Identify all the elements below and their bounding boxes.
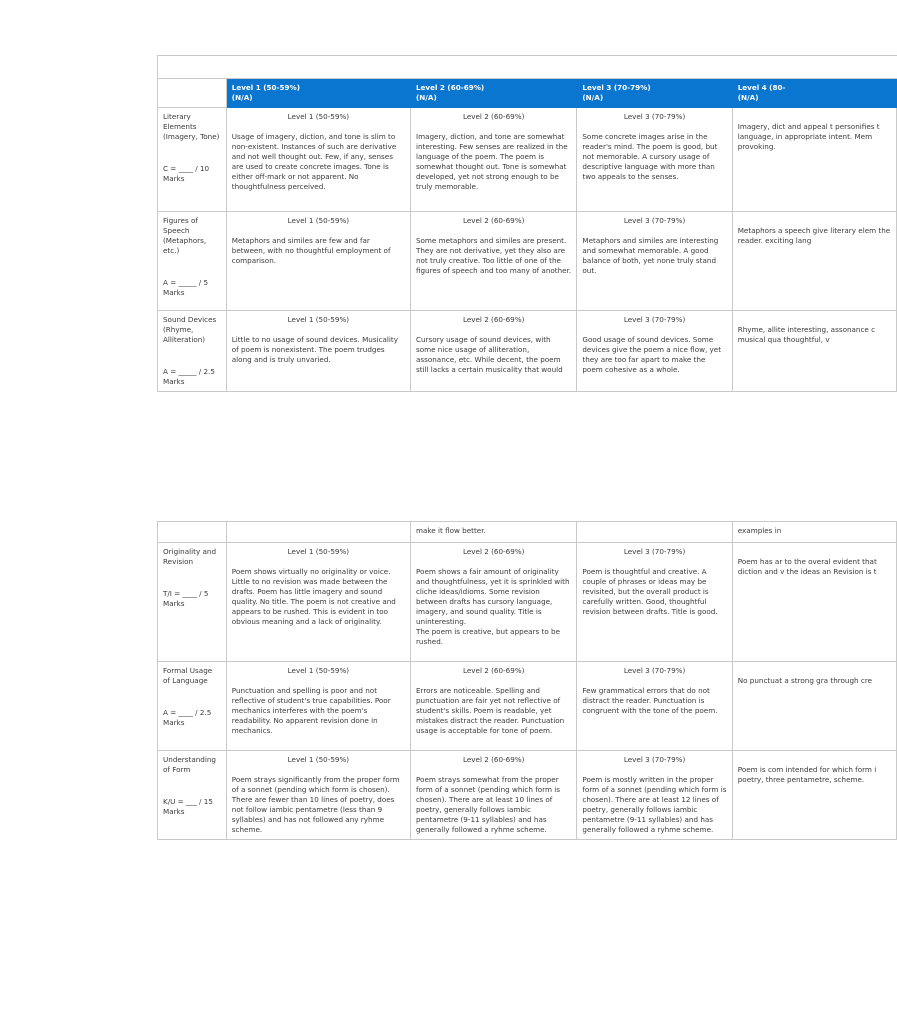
criterion-name: Formal Usage of Language (163, 666, 213, 685)
level-label: Level 1 (50-59%) (287, 666, 350, 675)
level-description: Few grammatical errors that do not distract the reader. Punctuation is congruent with the tone of the poem. (582, 686, 718, 715)
level-label: Level 2 (60-69%) (462, 112, 525, 121)
level-description: Poem strays somewhat from the proper form of a sonnet (pending which form is chosen). There are at least 10 lines of poetry, generally follows iambic pentametre (9-11 syllables) and has generally followed a ryhme scheme. (415, 775, 561, 834)
level-description: Poem is mostly written in the proper form of a sonnet (pending which form is chosen). There are at least 12 lines of poetry, generally follows iambic pentametre (9-11 syllables) and has generally followed a ryhme scheme. (582, 775, 727, 834)
continuation-cell (577, 522, 732, 543)
level-description: No punctuat a strong gra through cre (737, 676, 873, 685)
rubric-cell (732, 311, 896, 392)
criterion-cell (158, 311, 227, 392)
criterion-row-formal-language (158, 662, 897, 751)
continuation-cell: examples in (732, 522, 896, 543)
level-description: Poem is com intended for which form i poetry, three pentametre, scheme. (737, 765, 877, 784)
level-label: Level 2 (60-69%) (462, 666, 525, 675)
header-level-2: Level 2 (60-69%) (N/A) (410, 79, 576, 108)
level-description: Imagery, diction, and tone are somewhat interesting. Few senses are realized in the language of the poem. The poem is somewhat thought out. Tone is somewhat developed, yet not strong enough to be truly memorable. (415, 132, 568, 191)
rubric-cell (732, 108, 896, 212)
rubric-cell (577, 212, 732, 311)
level-label: Level 3 (70-79%) (623, 755, 686, 764)
rubric-cell (410, 662, 576, 751)
level-description: Rhyme, allite interesting, assonance c musical qua thoughtful, v (737, 325, 876, 344)
rubric-cell (226, 311, 410, 392)
level-label: Level 3 (70-79%) (623, 216, 686, 225)
criterion-name: Sound Devices (Rhyme, Alliteration) (163, 315, 217, 344)
header-row (158, 79, 897, 108)
rubric-page-2 (157, 521, 877, 840)
criterion-marks: A = _____ / 5 Marks (163, 278, 209, 297)
rubric-page-1 (157, 55, 891, 392)
level-description: Imagery, dict and appeal t personifies t language, in appropriate intent. Mem provoking. (737, 122, 880, 151)
rubric-cell (410, 543, 576, 662)
header-blank-cell (158, 79, 227, 108)
criterion-row-sound-devices (158, 311, 897, 392)
continuation-cell: make it flow better. (410, 522, 576, 543)
rubric-cell (577, 108, 732, 212)
level-description: Metaphors a speech give literary elem the reader. exciting lang (737, 226, 891, 245)
level-label: Level 2 (60-69%) (462, 216, 525, 225)
level-label: Level 2 (60-69%) (462, 755, 525, 764)
level-description: Poem has ar to the overal evident that diction and v the ideas an Revision is t (737, 557, 877, 576)
level-description: Poem is thoughtful and creative. A couple of phrases or ideas may be revisited, but the overall product is carefully written. Good, thoughtful revision between drafts. Title is good. (582, 567, 718, 616)
rubric-cell (577, 543, 732, 662)
criterion-row-originality (158, 543, 897, 662)
level-description: Some metaphors and similes are present. They are not derivative, yet they also are not truly creative. Too little of one of the figures of speech and too many of another. (415, 236, 572, 275)
level-description: Usage of imagery, diction, and tone is slim to non-existent. Instances of such are derivative and not well thought out. Few, if any, senses are used to create concrete images. Tone is either off-mark or not apparent. No thoughtfulness perceived. (231, 132, 397, 191)
criterion-name: Originality and Revision (163, 547, 217, 566)
level-label: Level 3 (70-79%) (623, 315, 686, 324)
level-description: Poem shows virtually no originality or voice. Little to no revision was made between the drafts. Poem has little imagery and sound quality. No title. The poem is not creative and appears to be rushed. This is evident in too obvious meaning and a lack of originality. (231, 567, 396, 626)
header-level-4: Level 4 (80- (N/A) (732, 79, 896, 108)
rubric-cell (410, 108, 576, 212)
rubric-cell (226, 662, 410, 751)
criterion-marks: C = ____ / 10 Marks (163, 164, 210, 183)
level-label: Level 1 (50-59%) (287, 112, 350, 121)
criterion-name: Figures of Speech (Metaphors, etc.) (163, 216, 207, 255)
level-description: Punctuation and spelling is poor and not reflective of student's true capabilities. Poor mechanics interferes with the poem's readability. No apparent revision done in mechanics. (231, 686, 391, 735)
level-label: Level 2 (60-69%) (462, 315, 525, 324)
rubric-cell (226, 212, 410, 311)
criterion-row-understanding-form (158, 751, 897, 840)
rubric-cell (732, 751, 896, 840)
level-description: Poem strays significantly from the proper form of a sonnet (pending which form is chosen). There are fewer than 10 lines of poetry, does not follow iambic pentametre (less than 9 syllables) and has not followed any ryhme scheme. (231, 775, 400, 834)
rubric-table-page-1 (157, 55, 897, 392)
rubric-cell (732, 212, 896, 311)
level-label: Level 3 (70-79%) (623, 547, 686, 556)
rubric-cell (732, 543, 896, 662)
continuation-cell (226, 522, 410, 543)
level-label: Level 3 (70-79%) (623, 666, 686, 675)
level-label: Level 1 (50-59%) (287, 315, 350, 324)
criterion-cell (158, 662, 227, 751)
rubric-cell (410, 751, 576, 840)
criterion-marks: T/I = ____ / 5 Marks (163, 589, 209, 608)
rubric-cell (577, 662, 732, 751)
level-label: Level 1 (50-59%) (287, 547, 350, 556)
criterion-name: Understanding of Form (163, 755, 216, 774)
criterion-row-figures-of-speech (158, 212, 897, 311)
header-level-1: Level 1 (50-59%) (N/A) (226, 79, 410, 108)
rubric-cell (226, 108, 410, 212)
level-label: Level 3 (70-79%) (623, 112, 686, 121)
rubric-cell (226, 751, 410, 840)
level-description: Metaphors and similes are few and far between, with no thoughtful employment of comparison. (231, 236, 391, 265)
criterion-row-literary-elements (158, 108, 897, 212)
level-description: Poem shows a fair amount of originality and thoughtfulness, yet it is sprinkled with cliche ideas/idioms. Some revision between drafts has cursory language, imagery, and sound quality. Title is uninteresting. The poem is creative, but appears to be rushed. (415, 567, 570, 646)
criterion-marks: A = _____ / 2.5 Marks (163, 367, 215, 386)
continuation-row (158, 522, 897, 543)
rubric-cell (577, 311, 732, 392)
criterion-marks: A = ____ / 2.5 Marks (163, 708, 212, 727)
criterion-cell (158, 751, 227, 840)
rubric-table-page-2 (157, 521, 897, 840)
criterion-name: Literary Elements (Imagery, Tone) (163, 112, 220, 141)
rubric-cell (732, 662, 896, 751)
rubric-cell (410, 311, 576, 392)
rubric-cell (226, 543, 410, 662)
rubric-cell (577, 751, 732, 840)
title-cell (158, 56, 897, 79)
level-description: Good usage of sound devices. Some devices give the poem a nice flow, yet they are too far apart to make the poem cohesive as a whole. (582, 335, 722, 374)
criterion-cell (158, 212, 227, 311)
level-description: Metaphors and similes are interesting and somewhat memorable. A good balance of both, yet none truly stand out. (582, 236, 719, 275)
criterion-marks: K/U = ___ / 15 Marks (163, 797, 213, 816)
header-level-3: Level 3 (70-79%) (N/A) (577, 79, 732, 108)
level-description: Some concrete images arise in the reader's mind. The poem is good, but not memorable. A cursory usage of descriptive language with more than two appeals to the senses. (582, 132, 718, 181)
level-description: Errors are noticeable. Spelling and punctuation are fair yet not reflective of student's skills. Poem is readable, yet mistakes distract the reader. Punctuation usage is acceptable for tone of poem. (415, 686, 565, 735)
level-label: Level 1 (50-59%) (287, 755, 350, 764)
rubric-cell (410, 212, 576, 311)
criterion-cell (158, 108, 227, 212)
level-description: Little to no usage of sound devices. Musicality of poem is nonexistent. The poem trudges along and is truly unvaried. (231, 335, 398, 364)
continuation-cell (158, 522, 227, 543)
criterion-cell (158, 543, 227, 662)
level-description: Cursory usage of sound devices, with some nice usage of alliteration, assonance, etc. While decent, the poem still lacks a certain musicality that would (415, 335, 563, 374)
table-title-row (158, 56, 897, 79)
level-label: Level 1 (50-59%) (287, 216, 350, 225)
level-label: Level 2 (60-69%) (462, 547, 525, 556)
